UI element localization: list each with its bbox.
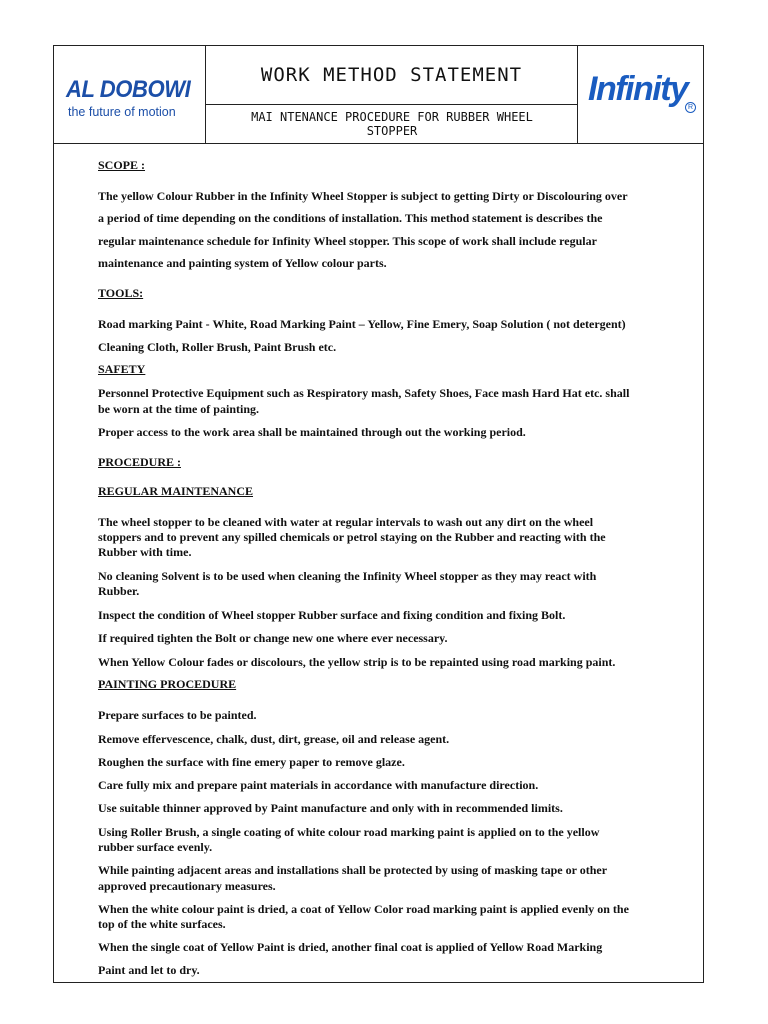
painting-line: Use suitable thinner approved by Paint manufacture and only with in recommended limits. (98, 801, 563, 815)
maintenance-line: The wheel stopper to be cleaned with water at regular intervals to wash out any dirt on the wheel (98, 515, 594, 529)
scope-line: regular maintenance schedule for Infinity Wheel stopper. This scope of work shall include regular (98, 234, 597, 248)
maintenance-line: stoppers and to prevent any spilled chemicals or petrol staying on the Rubber and reacting with the (98, 530, 606, 544)
scope-line: The yellow Colour Rubber in the Infinity Wheel Stopper is subject to getting Dirty or Discolouring over (98, 189, 628, 203)
maintenance-line: If required tighten the Bolt or change new one where ever necessary. (98, 631, 448, 645)
procedure-heading: PROCEDURE : (98, 455, 181, 469)
painting-line: Remove effervescence, chalk, dust, dirt, grease, oil and release agent. (98, 732, 450, 746)
maintenance-line: No cleaning Solvent is to be used when cleaning the Infinity Wheel stopper as they may react with (98, 569, 597, 583)
tools-line: Road marking Paint - White, Road Marking Paint – Yellow, Fine Emery, Soap Solution ( not detergent) (98, 317, 626, 331)
infinity-logo (578, 46, 704, 143)
painting-line: Paint and let to dry. (98, 963, 200, 977)
painting-line: Care fully mix and prepare paint materials in accordance with manufacture direction. (98, 778, 539, 792)
safety-line: be worn at the time of painting. (98, 402, 259, 416)
maintenance-line: When Yellow Colour fades or discolours, the yellow strip is to be repainted using road marking paint. (98, 655, 616, 669)
regular-maintenance-heading: REGULAR MAINTENANCE (98, 484, 254, 498)
registered-mark-icon: R (685, 102, 696, 113)
logo-brand-text: AL DOBOWI (66, 76, 191, 103)
maintenance-line: Inspect the condition of Wheel stopper Rubber surface and fixing condition and fixing Bolt. (98, 608, 566, 622)
safety-line: Proper access to the work area shall be maintained through out the working period. (98, 425, 526, 439)
infinity-brand-text: Infinity (588, 70, 688, 108)
painting-line: When the white colour paint is dried, a coat of Yellow Color road marking paint is applied evenly on the (98, 902, 629, 916)
painting-line: While painting adjacent areas and installations shall be protected by using of masking tape or other (98, 863, 608, 877)
logo-tagline: the future of motion (68, 105, 176, 119)
maintenance-line: Rubber. (98, 584, 140, 598)
al-dobowi-logo (54, 46, 206, 143)
painting-line: Using Roller Brush, a single coating of white colour road marking paint is applied on to the yellow (98, 825, 600, 839)
painting-line: When the single coat of Yellow Paint is dried, another final coat is applied of Yellow Road Marking (98, 940, 603, 954)
maintenance-line: Rubber with time. (98, 545, 192, 559)
document-subtitle (216, 110, 568, 138)
tools-heading: TOOLS: (98, 286, 144, 300)
scope-line: a period of time depending on the conditions of installation. This method statement is describes the (98, 211, 603, 225)
painting-line: approved precautionary measures. (98, 879, 276, 893)
scope-heading: SCOPE : (98, 158, 146, 172)
painting-line: rubber surface evenly. (98, 840, 213, 854)
painting-procedure-heading: PAINTING PROCEDURE (98, 677, 237, 691)
safety-line: Personnel Protective Equipment such as Respiratory mash, Safety Shoes, Face mash Hard Hat etc. shall (98, 386, 630, 400)
painting-line: Prepare surfaces to be painted. (98, 708, 257, 722)
subtitle-line-2: STOPPER (366, 124, 418, 138)
document-header (54, 46, 703, 144)
safety-heading: SAFETY (98, 362, 146, 376)
scope-line: maintenance and painting system of Yellow colour parts. (98, 256, 387, 270)
subtitle-line-1: MAI NTENANCE PROCEDURE FOR RUBBER WHEEL (251, 110, 533, 124)
painting-line: top of the white surfaces. (98, 917, 226, 931)
title-box (206, 46, 578, 143)
document-title: WORK METHOD STATEMENT (206, 46, 577, 105)
tools-line: Cleaning Cloth, Roller Brush, Paint Brush etc. (98, 340, 337, 354)
painting-line: Roughen the surface with fine emery paper to remove glaze. (98, 755, 405, 769)
